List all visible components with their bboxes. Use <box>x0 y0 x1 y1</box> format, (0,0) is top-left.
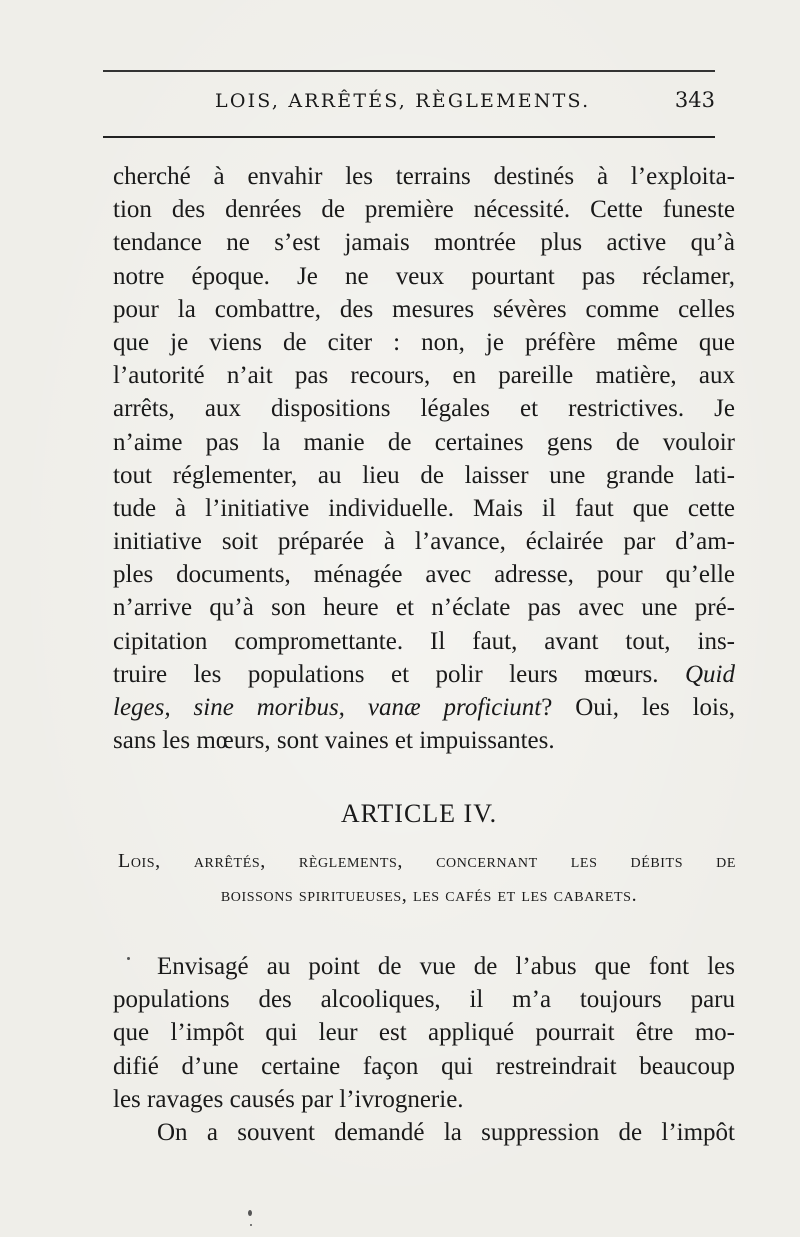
text-line: cipitation compromettante. Il faut, avant tout, ins- <box>113 627 735 655</box>
latin-quote-start: Quid <box>685 660 735 688</box>
text-line: que je viens de citer : non, je préfère même que <box>113 328 735 356</box>
page-number: 343 <box>674 88 715 112</box>
text-line: difié d’une certaine façon qui restreindrait beaucoup <box>113 1052 735 1080</box>
text-line: populations des alcooliques, il m’a toujours paru <box>113 986 735 1014</box>
header-bottom-rule <box>103 136 715 138</box>
header-top-rule <box>103 70 715 72</box>
text-line: tout réglementer, au lieu de laisser une grande lati- <box>113 461 735 489</box>
text-fragment: ? Oui, les lois, <box>541 694 735 721</box>
text-line: que l’impôt qui leur est appliqué pourrait être mo- <box>113 1019 735 1047</box>
text-fragment: truire les populations et polir leurs mœurs. <box>113 660 659 688</box>
latin-quote: leges, sine moribus, vanæ proficiunt <box>113 694 542 721</box>
print-speck <box>250 1224 252 1226</box>
text-line: n’aime pas la manie de certaines gens de vouloir <box>113 428 735 456</box>
text-line: sans les mœurs, sont vaines et impuissantes. <box>113 727 555 755</box>
paragraph-2 <box>113 950 735 1149</box>
text-line: l’autorité n’ait pas recours, en pareille matière, aux <box>113 362 735 390</box>
print-speck <box>127 957 130 960</box>
running-head <box>103 90 715 124</box>
text-line: Envisagé au point de vue de l’abus que font les <box>157 953 735 980</box>
text-line-with-quote-start <box>113 658 735 691</box>
text-line: ples documents, ménagée avec adresse, pour qu’elle <box>113 561 735 589</box>
text-line: initiative soit préparée à l’avance, éclairée par d’am- <box>113 528 735 556</box>
paragraph-1 <box>113 160 735 757</box>
text-line: tion des denrées de première nécessité. Cette funeste <box>113 196 735 224</box>
text-line: pour la combattre, des mesures sévères comme celles <box>113 295 735 323</box>
print-speck <box>248 1210 252 1216</box>
running-title: LOIS, ARRÊTÉS, RÈGLEMENTS. <box>215 90 591 112</box>
article-subtitle-line-2: boissons spiritueuses, les cafés et les cabarets. <box>220 884 638 906</box>
text-line: On a souvent demandé la suppression de l’impôt <box>157 1118 735 1146</box>
text-line: notre époque. Je ne veux pourtant pas réclamer, <box>113 262 735 290</box>
article-heading: ARTICLE IV. <box>340 799 498 828</box>
text-line-latin-quote <box>113 691 735 724</box>
article-subtitle-line-1: Lois, arrêtés, règlements, concernant les débits de <box>118 850 736 872</box>
text-line: cherché à envahir les terrains destinés à l’exploita- <box>113 163 735 190</box>
text-line: n’arrive qu’à son heure et n’éclate pas avec une pré- <box>113 594 735 622</box>
text-line: arrêts, aux dispositions légales et restrictives. Je <box>113 395 735 423</box>
text-line: les ravages causés par l’ivrognerie. <box>113 1085 464 1113</box>
text-line: tude à l’initiative individuelle. Mais il faut que cette <box>113 494 735 522</box>
text-line: tendance ne s’est jamais montrée plus active qu’à <box>113 229 735 257</box>
